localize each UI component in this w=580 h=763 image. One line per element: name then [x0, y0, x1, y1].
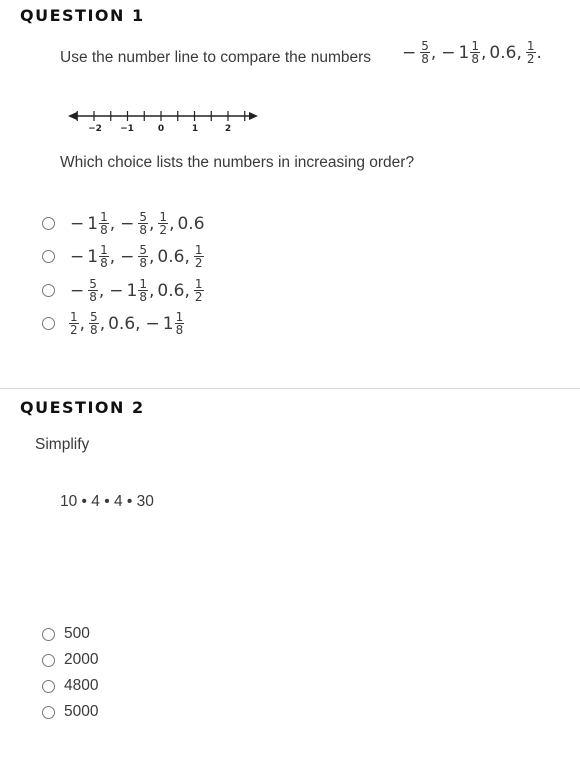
- radio-button[interactable]: [42, 628, 55, 641]
- q2-option-3-label: 4800: [64, 677, 99, 694]
- minus-sign: −: [70, 280, 85, 301]
- minus-sign: −: [145, 313, 160, 334]
- math-term: [144, 311, 186, 336]
- radio-button[interactable]: [42, 317, 55, 330]
- whole-number: 1: [87, 213, 99, 234]
- minus-sign: −: [109, 280, 124, 301]
- q1-option-2[interactable]: [42, 244, 205, 269]
- question-1-question: Which choice lists the numbers in increasing order?: [60, 154, 415, 171]
- numerator: 5: [139, 243, 148, 257]
- denominator: 2: [70, 323, 78, 337]
- whole-number: 1: [458, 42, 470, 63]
- minus-sign: −: [70, 213, 85, 234]
- fraction: [420, 40, 430, 65]
- numerator: 1: [100, 210, 108, 224]
- denominator: 2: [526, 52, 535, 66]
- q2-option-2-label: 2000: [64, 651, 99, 668]
- q2-option-4[interactable]: [42, 703, 98, 721]
- whole-number: 0.6: [177, 213, 205, 234]
- separator: ,: [149, 213, 155, 234]
- denominator: 8: [471, 52, 480, 66]
- numerator: 1: [70, 310, 78, 324]
- numerator: 1: [194, 243, 203, 257]
- whole-number: 1: [162, 313, 174, 334]
- question-1-number-list: [400, 40, 545, 65]
- denominator: 2: [159, 223, 168, 237]
- fraction: [138, 278, 148, 303]
- whole-number: 0.6: [157, 280, 185, 301]
- math-term: [118, 244, 157, 269]
- denominator: 2: [194, 256, 203, 270]
- q1-option-3-text: [68, 278, 205, 303]
- radio-button[interactable]: [42, 654, 55, 667]
- math-term: [400, 40, 439, 65]
- math-term: [107, 278, 157, 303]
- fraction: [175, 311, 185, 336]
- numerator: 1: [175, 310, 184, 324]
- math-term: [177, 214, 204, 234]
- q2-option-3[interactable]: [42, 677, 98, 695]
- q2-option-1-label: 500: [64, 625, 90, 642]
- fraction: [89, 311, 99, 336]
- separator: .: [536, 42, 542, 63]
- denominator: 8: [421, 52, 429, 66]
- fraction: [99, 211, 109, 236]
- whole-number: 0.6: [108, 313, 136, 334]
- math-term: [193, 244, 205, 269]
- numerator: 5: [90, 310, 98, 324]
- separator: ,: [109, 246, 116, 267]
- number-line-label: 1: [191, 124, 199, 134]
- number-line-label: 2: [224, 124, 232, 134]
- number-line-right-arrow: [249, 112, 258, 120]
- separator: ,: [184, 246, 190, 267]
- numerator: 1: [100, 243, 108, 257]
- numerator: 1: [139, 277, 148, 291]
- math-term: [68, 244, 118, 269]
- math-term: [525, 40, 545, 65]
- math-term: [157, 281, 192, 301]
- numerator: 5: [89, 277, 97, 291]
- numerator: 5: [421, 39, 429, 53]
- denominator: 2: [194, 290, 203, 304]
- denominator: 8: [90, 323, 98, 337]
- math-term: [68, 211, 118, 236]
- denominator: 8: [89, 290, 97, 304]
- whole-number: 1: [87, 246, 99, 267]
- math-term: [193, 278, 205, 303]
- fraction: [158, 211, 168, 236]
- fraction: [194, 278, 204, 303]
- fraction: [99, 244, 109, 269]
- numerator: 1: [526, 39, 535, 53]
- separator: ,: [184, 280, 190, 301]
- minus-sign: −: [70, 246, 85, 267]
- math-term: [68, 278, 107, 303]
- radio-button[interactable]: [42, 706, 55, 719]
- q2-option-2[interactable]: [42, 651, 98, 669]
- minus-sign: −: [120, 246, 135, 267]
- number-line-label: −2: [88, 124, 102, 134]
- number-line-left-arrow: [68, 112, 77, 120]
- separator: ,: [516, 42, 522, 63]
- fraction: [138, 211, 148, 236]
- math-term: [157, 247, 192, 267]
- numerator: 5: [139, 210, 148, 224]
- question-divider: [0, 388, 580, 389]
- separator: ,: [99, 313, 106, 334]
- math-term: [68, 311, 88, 336]
- math-term: [118, 211, 157, 236]
- number-line: [68, 108, 258, 134]
- numerator: 1: [471, 39, 480, 53]
- fraction: [88, 278, 98, 303]
- radio-button[interactable]: [42, 680, 55, 693]
- separator: ,: [430, 42, 437, 63]
- denominator: 8: [139, 290, 148, 304]
- separator: ,: [98, 280, 105, 301]
- numerator: 1: [159, 210, 168, 224]
- question-2-instruction: Simplify: [35, 436, 90, 453]
- fraction: [69, 311, 79, 336]
- math-term: [108, 314, 143, 334]
- radio-button[interactable]: [42, 284, 55, 297]
- math-term: [439, 40, 489, 65]
- denominator: 8: [100, 256, 108, 270]
- denominator: 8: [175, 323, 184, 337]
- separator: ,: [149, 246, 155, 267]
- q2-option-1[interactable]: [42, 625, 90, 643]
- minus-sign: −: [120, 213, 135, 234]
- separator: ,: [135, 313, 141, 334]
- question-1-title: QUESTION 1: [20, 6, 145, 25]
- separator: ,: [79, 313, 86, 334]
- whole-number: 1: [126, 280, 138, 301]
- denominator: 8: [100, 223, 108, 237]
- q1-option-3[interactable]: [42, 278, 205, 303]
- q1-option-4[interactable]: [42, 311, 185, 336]
- question-1-prompt: Use the number line to compare the numbers: [60, 49, 372, 66]
- separator: ,: [481, 42, 487, 63]
- question-2-title: QUESTION 2: [20, 398, 145, 417]
- denominator: 8: [139, 223, 148, 237]
- radio-button[interactable]: [42, 217, 55, 230]
- number-line-label: 0: [157, 124, 165, 134]
- number-line-label: −1: [120, 124, 134, 134]
- q1-option-4-text: [68, 311, 185, 336]
- math-term: [88, 311, 108, 336]
- q2-option-4-label: 5000: [64, 703, 99, 720]
- q1-option-2-text: [68, 244, 205, 269]
- fraction: [194, 244, 204, 269]
- separator: ,: [169, 213, 175, 234]
- minus-sign: −: [441, 42, 456, 63]
- numerator: 1: [194, 277, 203, 291]
- radio-button[interactable]: [42, 250, 55, 263]
- denominator: 8: [139, 256, 148, 270]
- separator: ,: [109, 213, 116, 234]
- whole-number: 0.6: [489, 42, 517, 63]
- separator: ,: [149, 280, 155, 301]
- minus-sign: −: [402, 42, 417, 63]
- q1-option-1[interactable]: [42, 211, 205, 236]
- question-2-expression: 10 • 4 • 4 • 30: [60, 493, 154, 510]
- math-term: [489, 43, 524, 63]
- fraction: [526, 40, 536, 65]
- q1-option-1-text: [68, 211, 205, 236]
- fraction: [470, 40, 480, 65]
- math-term: [157, 211, 177, 236]
- whole-number: 0.6: [157, 246, 185, 267]
- fraction: [138, 244, 148, 269]
